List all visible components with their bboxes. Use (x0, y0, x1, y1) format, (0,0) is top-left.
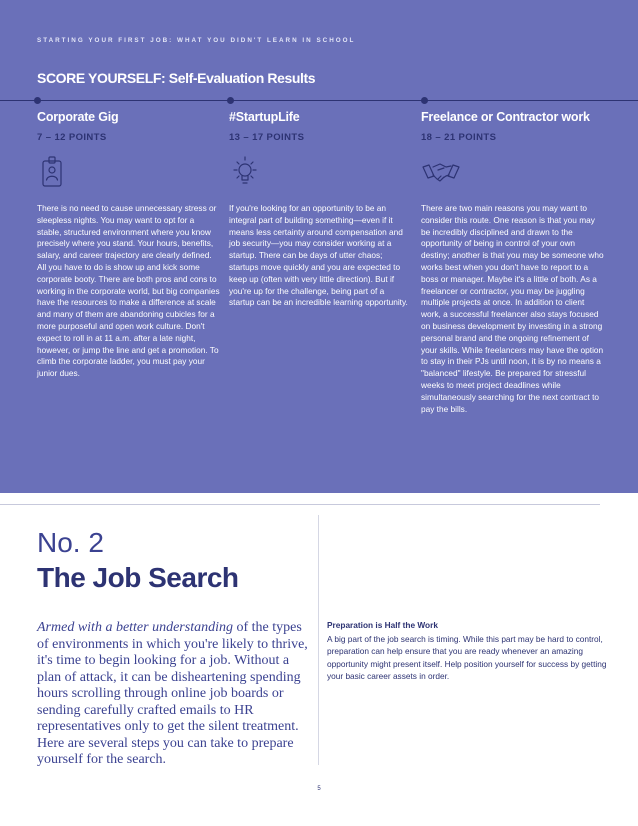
intro-paragraph (37, 620, 313, 769)
timeline-rule (0, 100, 638, 101)
timeline-dot (34, 97, 41, 104)
sidebar-body: A big part of the job search is timing. While this part may be hard to control, preparation can help ensure that you are ready whenever an amazing opportunity might present itself. Help position yourself for success by getting your basic career assets in order. (327, 634, 607, 682)
intro-lead: Armed with a better understanding (37, 620, 233, 635)
sidebar-heading: Preparation is Half the Work (327, 620, 438, 630)
result-points: 7 – 12 POINTS (37, 132, 107, 143)
timeline-dot (227, 97, 234, 104)
result-description: There is no need to cause unnecessary stress or sleepless nights. You may want to opt for a stable, structured environment where you know precisely where you stand. Your hours, benefits, salary, and career trajectory are clearly defined. All you have to do is show up and kick some corporate booty. There are both pros and cons to working in the corporate world, but big companies have the resources to make a difference at scale and many of them are abandoning cubicles for a more purposeful and open work culture. Don't expect to roll in at 11 a.m. after a late night, however, or jump the line and get a promotion. To climb the corporate ladder, you must pay your junior dues. (37, 203, 220, 379)
timeline-dot (421, 97, 428, 104)
handshake-icon (421, 155, 461, 189)
id-badge-icon (37, 155, 77, 189)
page-title: SCORE YOURSELF: Self-Evaluation Results (37, 70, 316, 86)
result-title: Corporate Gig (37, 110, 119, 124)
result-startup-life (229, 110, 409, 309)
section-number: No. 2 (37, 527, 104, 558)
intro-text: of the types of environments in which you're likely to thrive, it's time to begin looking for a job. Without a plan of attack, it can be disheartening spending hours scrolling through online job boards or sending carefully crafted emails to HR representatives only to get the silent treatment. Here are several steps you can take to prepare yourself for the search. (37, 620, 308, 767)
result-corporate-gig (37, 110, 221, 380)
lightbulb-icon (229, 155, 269, 189)
result-title: #StartupLife (229, 110, 300, 124)
sidebar-preparation (327, 620, 607, 683)
page-number: 5 (317, 786, 321, 792)
result-description: There are two main reasons you may want to consider this route. One reason is that you may be incredibly disciplined and drawn to the opportunity of being in control of your own destiny; another is that you may be someone who works best when you don't have to report to a boss or manager. Maybe it's a little of both. As a freelancer or contractor, you may be juggling multiple projects at once. In addition to client work, a successful freelancer also stays focused on business development by investing in a strong personal brand and the ongoing refinement of your skills. While freelancers may have the option to stay in their PJs until noon, it is by no means a "balanced" lifestyle. Be prepared for stressful weeks to meet project deadlines while simultaneously searching for the next contract to pay the bills. (421, 203, 604, 414)
column-divider (318, 515, 319, 765)
section-divider (0, 504, 600, 505)
result-description: If you're looking for an opportunity to be an integral part of building something—even if it means less certainty around compensation and job security—you may consider working at a startup. There can be days of utter chaos; startups move quickly and you are expected to keep up (often with very little direction). But if you're up for the challenge, being part of a startup can be an incredible learning opportunity. (229, 203, 408, 308)
result-points: 13 – 17 POINTS (229, 132, 305, 143)
running-header: STARTING YOUR FIRST JOB: WHAT YOU DIDN'T LEARN IN SCHOOL (37, 37, 356, 44)
result-freelance (421, 110, 605, 415)
section-title: The Job Search (37, 562, 239, 593)
result-title: Freelance or Contractor work (421, 110, 590, 124)
result-points: 18 – 21 POINTS (421, 132, 497, 143)
